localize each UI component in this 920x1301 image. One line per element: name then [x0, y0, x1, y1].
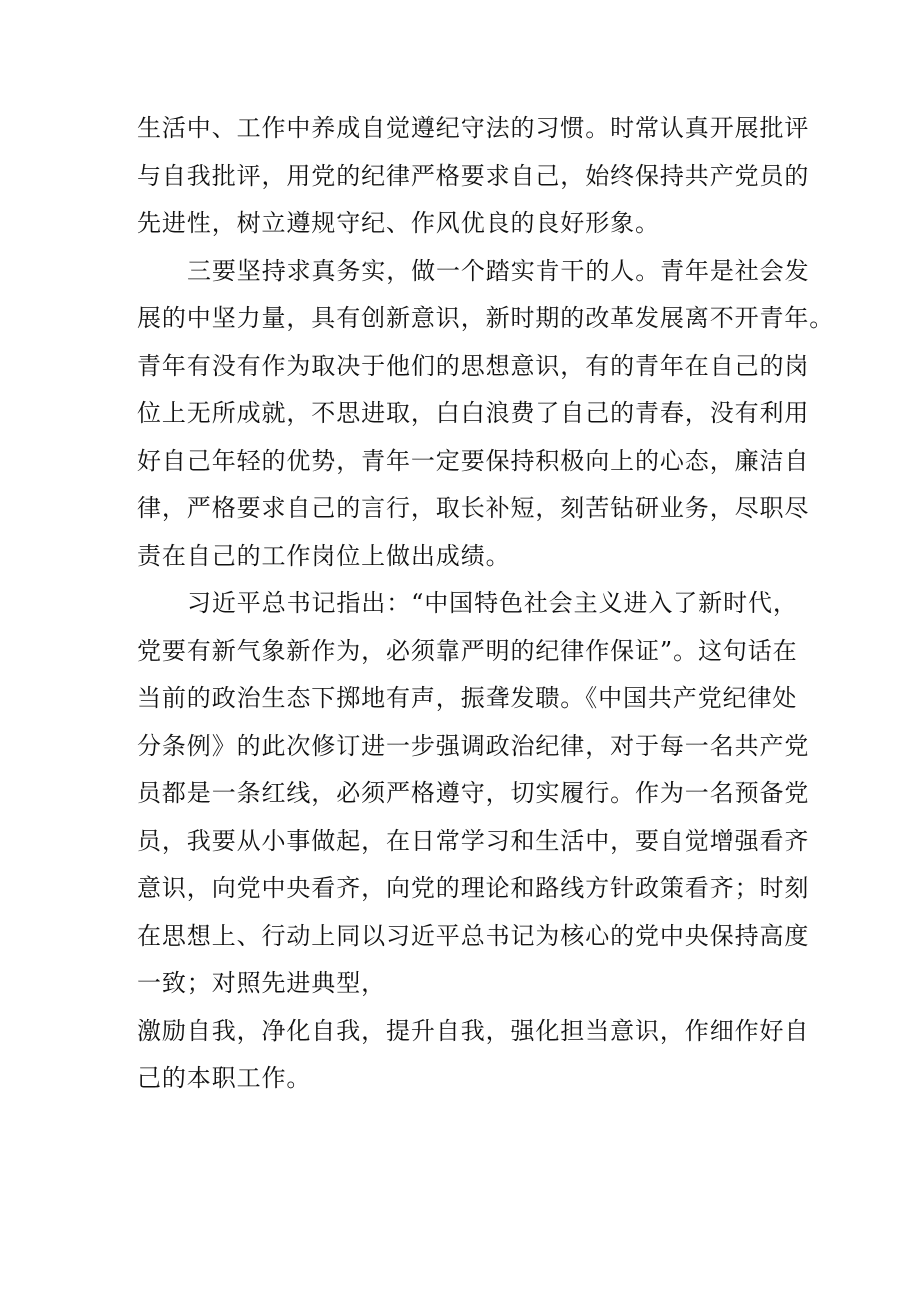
- text-line: 青年有没有作为取决于他们的思想意识，有的青年在自己的岗: [137, 351, 810, 380]
- text-line: 在思想上、行动上同以习近平总书记为核心的党中央保持高度: [137, 921, 810, 950]
- text-line: 好自己年轻的优势，青年一定要保持积极向上的心态，廉洁自: [137, 446, 810, 475]
- paragraph-4: [137, 1008, 810, 1103]
- text-line: 分条例》的此次修订进一步强调政治纪律，对于每一名共产党: [137, 731, 810, 760]
- paragraph-2: [137, 248, 835, 581]
- text-line: 生活中、工作中养成自觉遵纪守法的习惯。时常认真开展批评: [137, 114, 810, 142]
- text-line: 党要有新气象新作为，必须靠严明的纪律作保证”。这句话在: [137, 636, 798, 665]
- text-line: 与自我批评，用党的纪律严格要求自己，始终保持共产党员的: [137, 161, 810, 190]
- text-line: 责在自己的工作岗位上做出成绩。: [137, 541, 511, 570]
- text-line: 一致；对照先进典型，: [137, 969, 386, 997]
- text-line: 先进性，树立遵规守纪、作风优良的良好形象。: [137, 209, 660, 237]
- text-line: 三要坚持求真务实，做一个踏实肯干的人。青年是社会发: [187, 256, 810, 285]
- text-line: 位上无所成就，不思进取，白白浪费了自己的青春，没有利用: [137, 399, 810, 427]
- paragraph-1: [137, 105, 810, 248]
- document-body: [137, 105, 835, 1103]
- text-line: 习近平总书记指出：“中国特色社会主义进入了新时代，: [187, 589, 798, 617]
- text-line: 展的中坚力量，具有创新意识，新时期的改革发展离不开青年。: [137, 304, 835, 332]
- text-line: 意识，向党中央看齐，向党的理论和路线方针政策看齐；时刻: [137, 874, 810, 902]
- text-line: 员都是一条红线，必须严格遵守，切实履行。作为一名预备党: [137, 779, 810, 807]
- text-line: 律，严格要求自己的言行，取长补短，刻苦钻研业务，尽职尽: [137, 494, 810, 522]
- text-line: 己的本职工作。: [137, 1064, 312, 1092]
- paragraph-3: [137, 580, 810, 1008]
- text-line: 激励自我，净化自我，提升自我，强化担当意识，作细作好自: [137, 1016, 810, 1045]
- text-line: 当前的政治生态下掷地有声，振聋发聩。《中国共产党纪律处: [137, 684, 798, 712]
- text-line: 员，我要从小事做起，在日常学习和生活中，要自觉增强看齐: [137, 826, 810, 855]
